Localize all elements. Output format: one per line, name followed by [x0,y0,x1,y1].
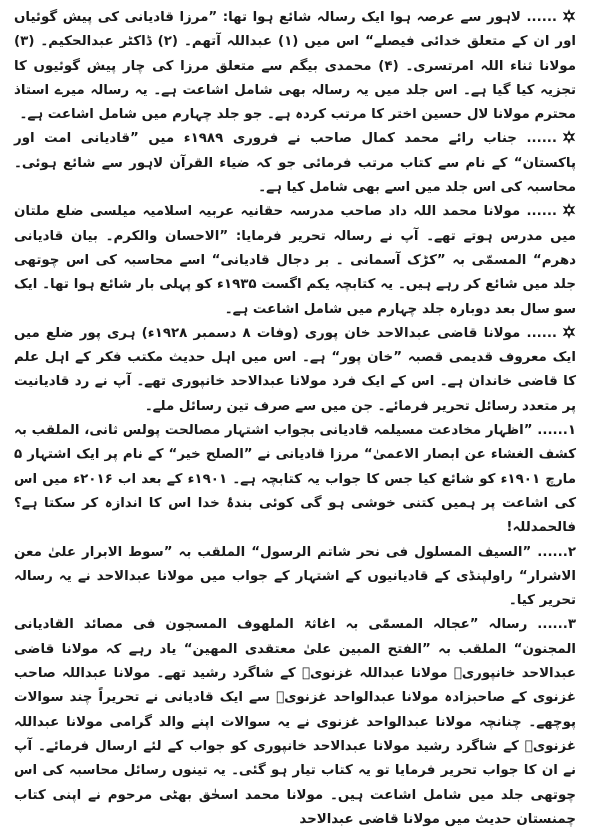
paragraph-3 [14,200,576,321]
star-icon [562,9,576,23]
paragraph-text: ...... لاہور سے عرصہ ہوا ایک رسالہ شائع ہوا تھا: ”مرزا قادیانی کی پیش گوئیاں اور ان کے متعلق خدائی فیصلے“ اس میں (۱) عبداللہ آتھم۔ (۲) ڈاکٹر عبدالحکیم۔ (۳) مولانا ثناء اللہ امرتسری۔ (۴) محمدی بیگم سے متعلق مرزا کی چار پیش گوئیوں کا تجزیہ کیا گیا ہے۔ اس جلد میں یہ رسالہ بھی شامل اشاعت ہے۔ یہ رسالہ میرے استاذ محترم مولانا لال حسین اختر کا مرتب کردہ ہے۔ جو جلد چہارم میں شامل اشاعت ہے۔ [14,10,576,123]
paragraph-text: ...... مولانا قاضی عبدالاحد خان پوری (وفات ۸ دسمبر ۱۹۲۸ء) ہری پور ضلع میں ایک معروف قدیمی قصبہ ”خان پور“ ہے۔ اس میں اہل حدیث مکتب فکر کے اہل علم کا قاضی خاندان ہے۔ اس کے ایک فرد مولانا عبدالاحد خانپوری تھے۔ آپ نے رد قادیانیت پر متعدد رسائل تحریر فرمائے۔ جن میں سے صرف تین رسائل ملے۔ [14,325,576,414]
paragraph-2 [14,127,576,200]
document-page [14,6,576,827]
paragraph-text: ۳...... رسالہ ”عجالہ المسمّٰی بہ اغاثۃ الملهوف المسجون فی مصائد القادیانی المجنون“ الملقب بہ ”الفتح المبین علیٰ معتقدی المهین“ یاد رہے کہ مولانا قاضی عبدالاحد خانپوریؒ مولانا عبداللہ غزنویؒ کے شاگرد رشید تھے۔ مولانا عبداللہ صاحب غزنوی کے صاحبزادہ مولانا عبدالواحد غزنویؒ سے ایک قادیانی نے تحریراً چند سوالات پوچھے۔ چنانچہ مولانا عبدالواحد غزنوی نے یہ سوالات اپنے والد گرامی مولانا عبداللہ غزنویؒ کے شاگرد رشید مولانا عبدالاحد خانپوری کو جواب کے لئے ارسال فرمائے۔ آپ نے ان کا جواب تحریر فرمایا تو یہ کتاب تیار ہو گئی۔ یہ تینوں رسائل محاسبہ کی اس چوتھی جلد میں شامل اشاعت ہیں۔ مولانا محمد اسحٰق بھٹی مرحوم نے اپنی کتاب چمنستان حدیث میں مولانا قاضی عبدالاحد [14,617,576,827]
paragraph-text: ...... جناب رائے محمد کمال صاحب نے فروری ۱۹۸۹ء میں ”قادیانی امت اور پاکستان“ کے نام سے کتاب مرتب فرمائی جو کہ ضیاء القرآن لاہور سے شائع ہوئی۔ محاسبہ کی اس جلد میں اسے بھی شامل کیا ہے۔ [14,131,576,196]
star-icon [562,130,576,144]
numbered-item-2 [14,541,576,614]
paragraph-text: ...... مولانا محمد اللہ داد صاحب مدرسہ حقانیہ عربیہ اسلامیہ میلسی ضلع ملتان میں مدرس ہوتے تھے۔ آپ نے رسالہ تحریر فرمایا: ”الاحسان والکرم۔ بیان قادیانی دھرم“ المسمّی بہ ”کڑک آسمانی ۔ بر دجال قادیانی“ اسے محاسبہ کی اس چوتھی جلد میں شائع کر رہے ہیں۔ یہ کتابچہ یکم اگست ۱۹۳۵ء کو پہلی بار شائع ہوا تھا۔ ایک سو سال بعد دوبارہ جلد چہارم میں شامل اشاعت ہے۔ [14,204,576,317]
star-icon [562,325,576,339]
paragraph-4 [14,322,576,419]
paragraph-text: ۲...... ”السیف المسلول فی نحر شاتم الرسول“ الملقب بہ ”سوط الابرار علیٰ معن الاشرار“ راولپنڈی کے قادیانیوں کے اشتہار کے جواب میں مولانا عبدالاحد نے یہ رسالہ تحریر کیا۔ [14,544,576,609]
numbered-item-1 [14,419,576,540]
star-icon [562,203,576,217]
numbered-item-3 [14,613,576,832]
paragraph-text: ۱...... ”اظہار مخادعت مسیلمہ قادیانی بجواب اشتہار مصالحت پولس ثانی، الملقب بہ کشف الغشاء عن ابصار الاعمیٰ“ مرزا قادیانی نے ”الصلح خیر“ کے نام پر ایک اشتہار ۵ مارچ ۱۹۰۱ء کو شائع کیا جس کا جواب یہ کتابچہ ہے۔ ۱۹۰۱ء کے بعد اب ۲۰۱۶ء میں اس کی اشاعت پر ہمیں کتنی خوشی ہو گی کوئی بندۂ خدا اس کا اندازہ کر سکتا ہے؟ فالحمدللہ! [14,423,576,536]
paragraph-1 [14,6,576,127]
